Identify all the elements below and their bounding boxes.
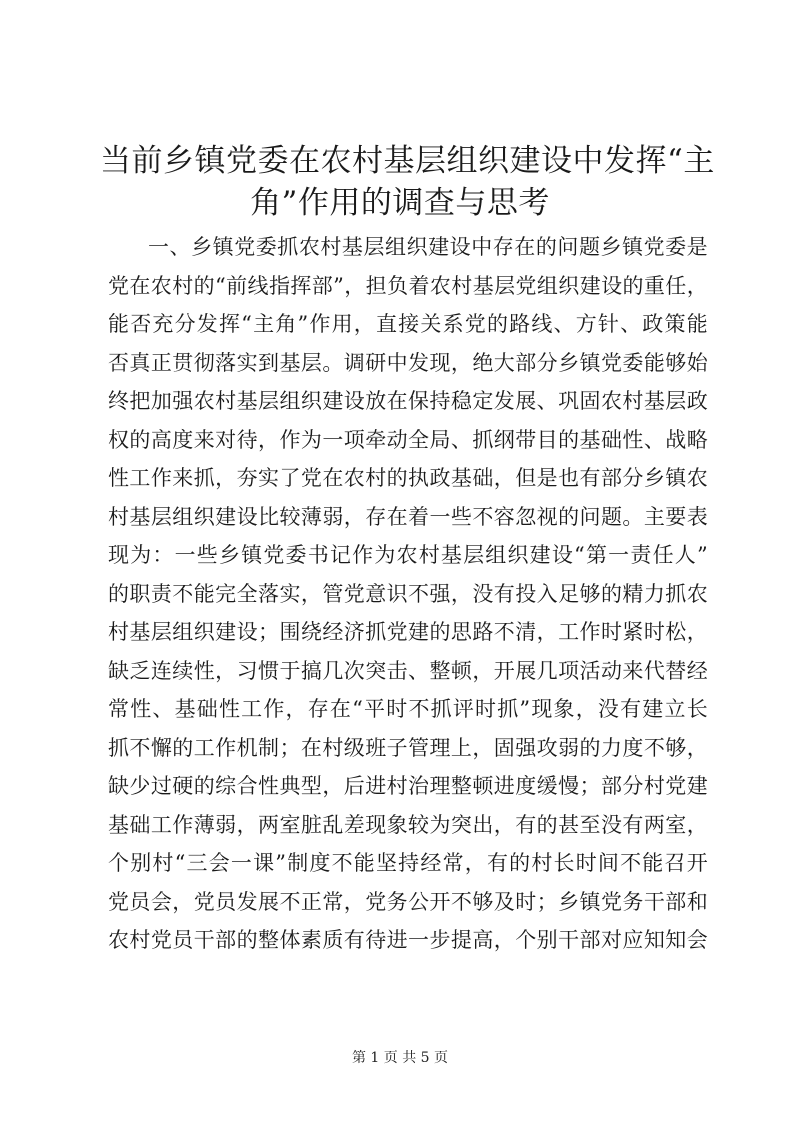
- body-line: 党在农村的“前线指挥部”，担负着农村基层党组织建设的重任，: [108, 273, 708, 298]
- page-number-footer: 第 1 页 共 5 页: [351, 1050, 449, 1066]
- body-line: 否真正贯彻落实到基层。调研中发现，绝大部分乡镇党委能够始: [108, 350, 708, 375]
- body-line: 个别村“三会一课”制度不能坚持经常，有的村长时间不能召开: [108, 851, 708, 875]
- document-title: [100, 140, 715, 224]
- title-line: 当前乡镇党委在农村基层组织建设中发挥“主: [100, 143, 715, 179]
- body-line: 终把加强农村基层组织建设放在保持稳定发展、巩固农村基层政: [108, 389, 708, 413]
- body-line: 一、乡镇党委抓农村基层组织建设中存在的问题乡镇党委是: [148, 235, 708, 259]
- body-line: 权的高度来对待，作为一项牵动全局、抓纲带目的基础性、战略: [108, 427, 708, 452]
- body-line: 常性、基础性工作，存在“平时不抓评时抓”现象，没有建立长: [108, 697, 708, 721]
- body-line: 村基层组织建设；围绕经济抓党建的思路不清，工作时紧时松，: [108, 620, 708, 644]
- body-line: 基础工作薄弱，两室脏乱差现象较为突出，有的甚至没有两室，: [108, 812, 708, 837]
- body-line: 党员会，党员发展不正常，党务公开不够及时；乡镇党务干部和: [108, 889, 708, 914]
- body-line: 缺乏连续性，习惯于搞几次突击、整顿，开展几项活动来代替经: [108, 658, 708, 683]
- body-line: 的职责不能完全落实，管党意识不强，没有投入足够的精力抓农: [108, 581, 708, 606]
- body-line: 缺少过硬的综合性典型，后进村治理整顿进度缓慢；部分村党建: [108, 774, 708, 798]
- body-line: 现为：一些乡镇党委书记作为农村基层组织建设“第一责任人”: [108, 543, 708, 567]
- body-line: 能否充分发挥“主角”作用，直接关系党的路线、方针、政策能: [108, 312, 708, 336]
- body-paragraph: [108, 228, 708, 960]
- body-line: 村基层组织建设比较薄弱，存在着一些不容忽视的问题。主要表: [108, 504, 708, 529]
- body-line: 农村党员干部的整体素质有待进一步提高，个别干部对应知知会: [108, 928, 708, 952]
- body-line: 性工作来抓，夯实了党在农村的执政基础，但是也有部分乡镇农: [108, 466, 708, 490]
- body-line: 抓不懈的工作机制；在村级班子管理上，固强攻弱的力度不够，: [108, 735, 708, 760]
- title-line: 角”作用的调查与思考: [250, 185, 550, 221]
